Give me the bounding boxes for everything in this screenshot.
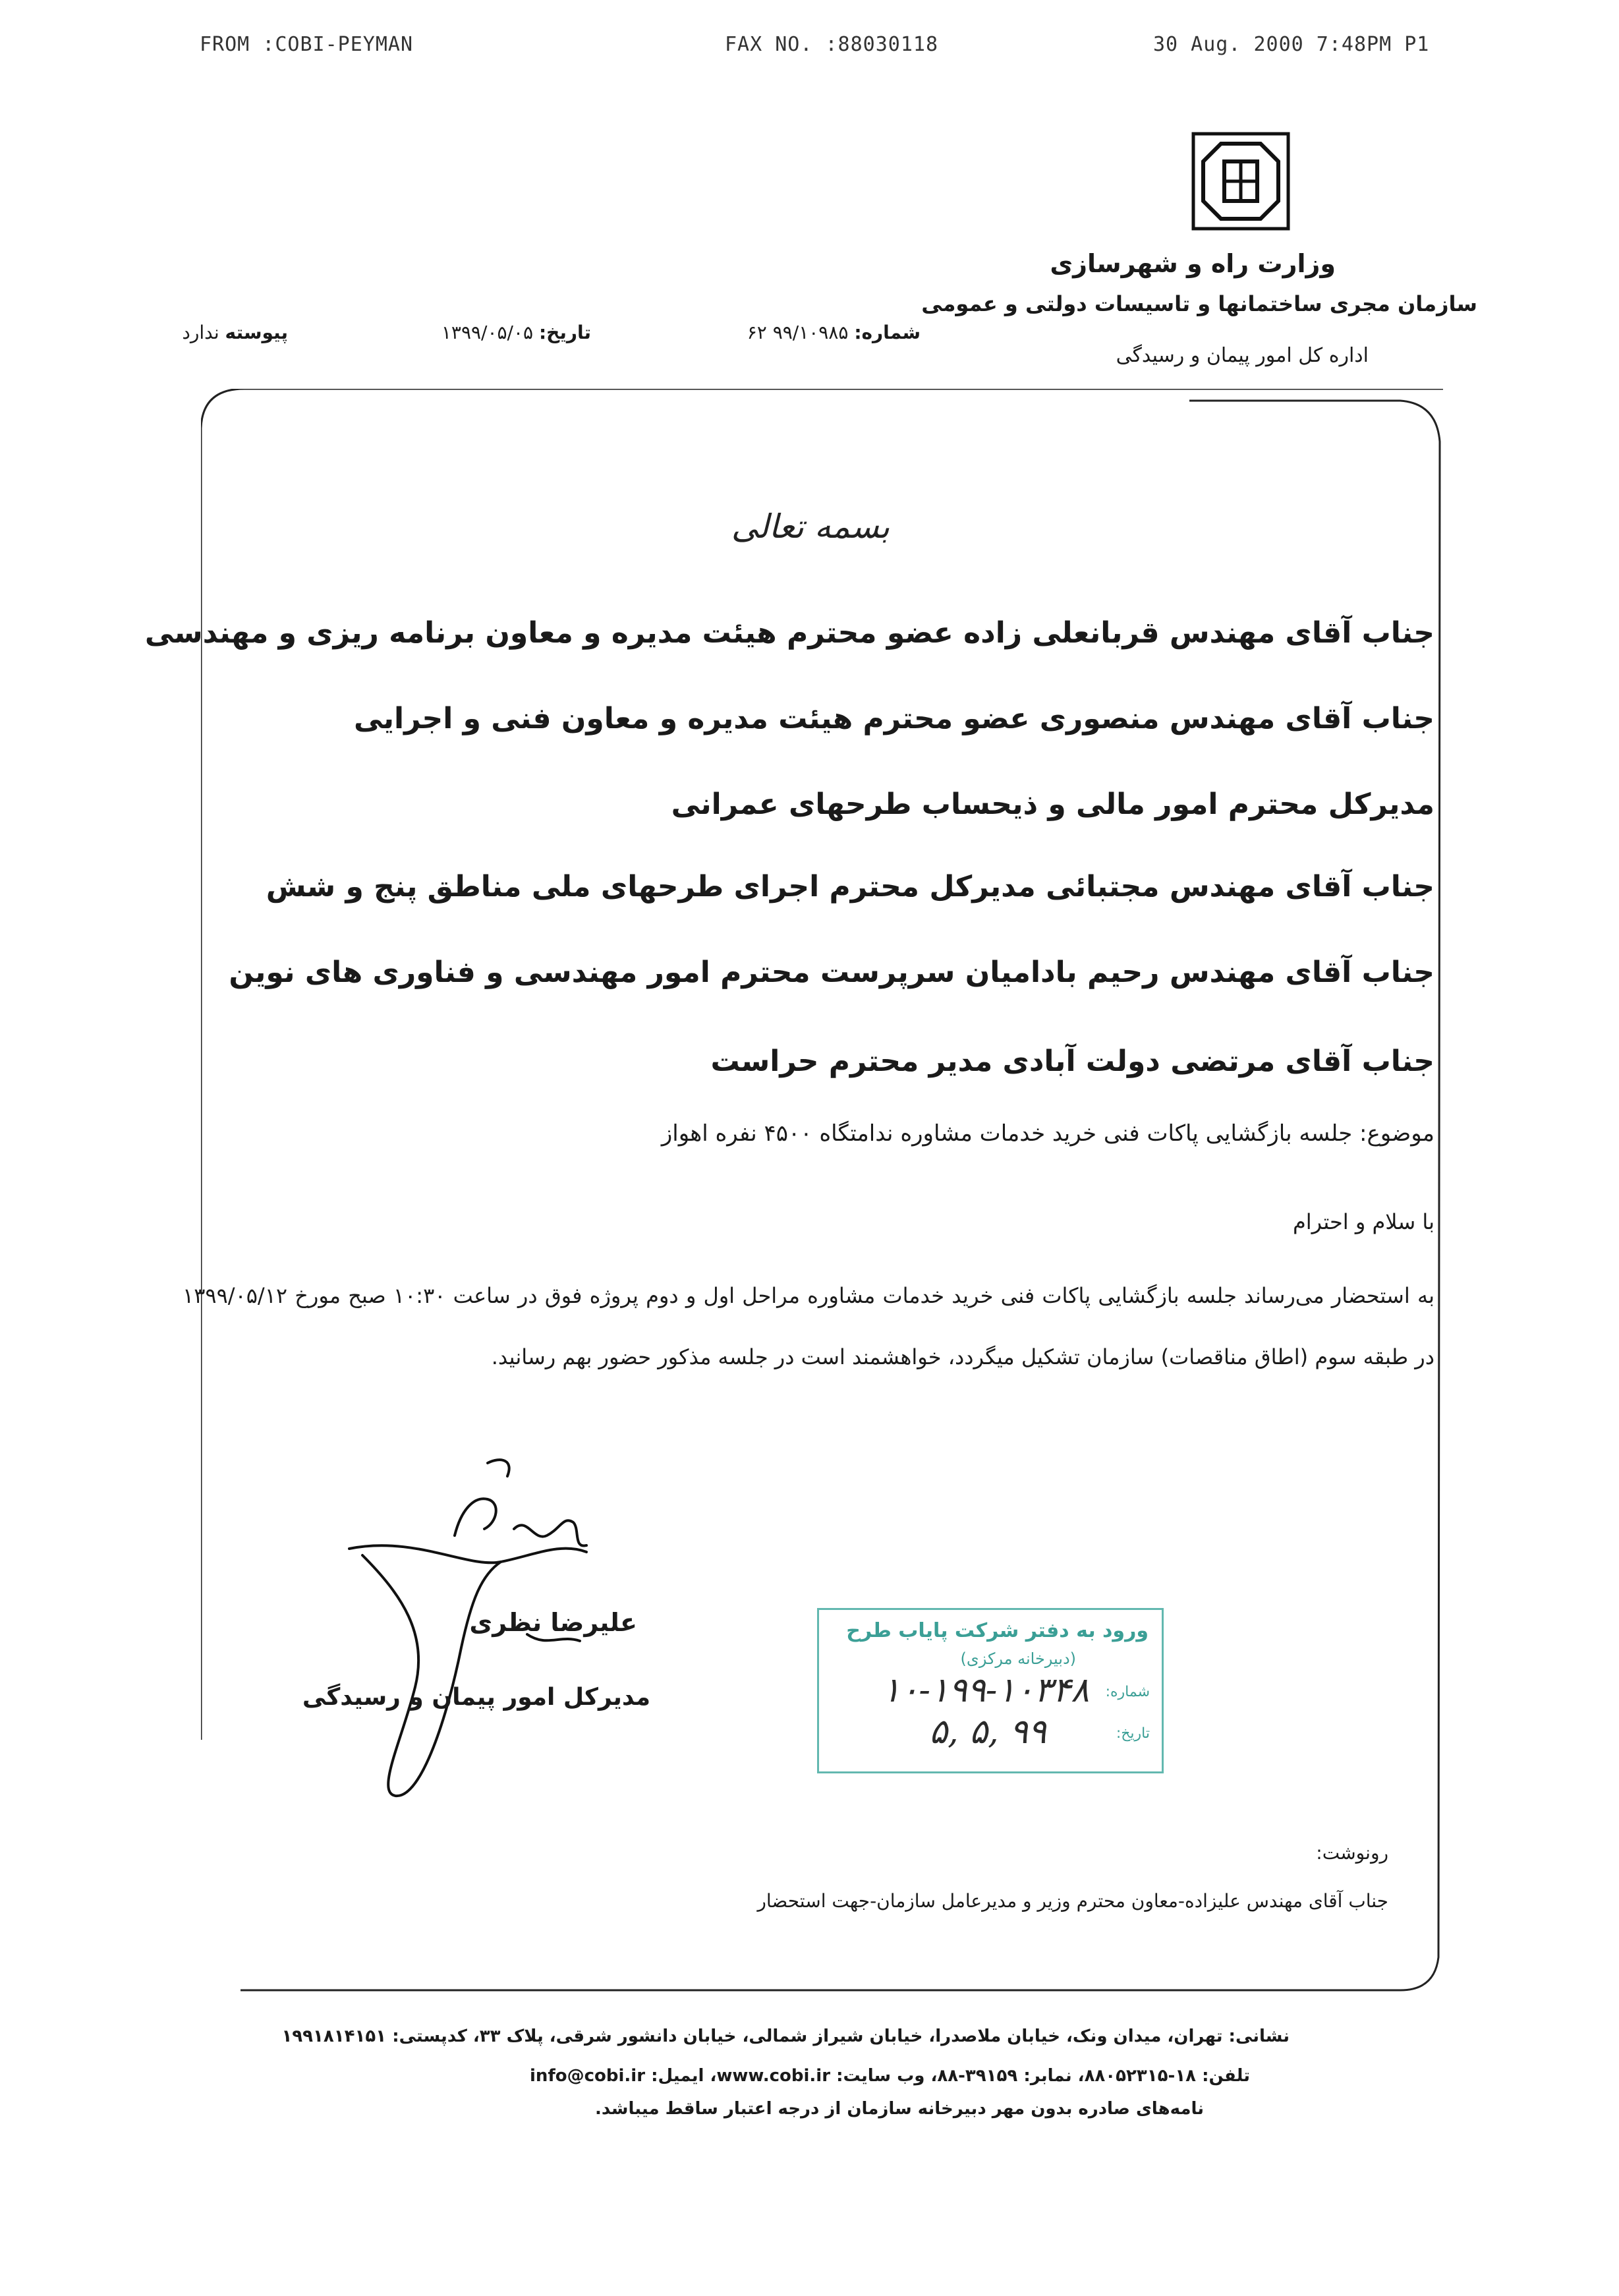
stamp-date-label: تاریخ: (1116, 1725, 1150, 1742)
fax-datetime: 30 Aug. 2000 7:48PM P1 (1153, 33, 1430, 56)
stamp-number-label: شماره: (1105, 1684, 1150, 1700)
letter-date-value: ۱۳۹۹/۰۵/۰۵ (441, 322, 534, 343)
ministry-logo-icon (1191, 132, 1290, 231)
department-name: اداره کل امور پیمان و رسیدگی (1116, 344, 1369, 367)
bismillah: بسمه تعالی (731, 507, 890, 546)
body-paragraph: به استحضار می‌رساند جلسه بازگشایی پاکات فنی خرید خدمات مشاوره مراحل اول و دوم پروژه فوق در ساعت ۱۰:۳۰ صبح مورخ ۱۳۹۹/۰۵/۱۲ در طبقه سوم (اطاق مناقصات) سازمان تشکیل میگردد، خواهشمند است در جلسه مذکور حضور بهم رسانید. (183, 1283, 1435, 1369)
letter-attachment (182, 322, 288, 343)
ministry-name: وزارت راه و شهرسازی (1050, 249, 1336, 278)
letter-number (747, 322, 921, 343)
stamp-number-handwritten: ۱۰-۱۹۹-۱۰۳۴۸ (882, 1671, 1089, 1710)
signer-name: علیرضا نظری (469, 1608, 637, 1637)
organization-name: سازمان مجری ساختمانها و تاسیسات دولتی و عمومی (921, 291, 1477, 316)
recipient-line: مدیرکل محترم امور مالی و ذیحساب طرحهای عمرانی (671, 788, 1434, 821)
stamp-subtitle: (دبیرخانه مرکزی) (960, 1650, 1076, 1668)
signer-title: مدیرکل امور پیمان و رسیدگی (302, 1684, 650, 1711)
letter-date (441, 322, 591, 343)
cc-recipient: جناب آقای مهندس علیزاده-معاون محترم وزیر و مدیرعامل سازمان-جهت استحضار (757, 1890, 1388, 1912)
footer-address: نشانی: تهران، میدان ونک، خیابان ملاصدرا، خیابان شیراز شمالی، خیابان دانشور شرقی، پلاک ۳۳، کدپستی: ۱۹۹۱۸۱۴۱۵۱ (281, 2026, 1290, 2046)
recipient-line: جناب آقای مهندس منصوری عضو محترم هیئت مدیره و معاون فنی و اجرایی (354, 702, 1434, 735)
fax-from: FROM :COBI-PEYMAN (200, 33, 414, 56)
recipient-line: جناب آقای مرتضی دولت آبادی مدیر محترم حراست (710, 1045, 1434, 1078)
attachment-value: ندارد (182, 322, 219, 343)
footer-contact: تلفن: ۱۸-۸۸۰۵۲۳۱۵، نمابر: ۳۹۱۵۹-۸۸، وب سایت: www.cobi.ir، ایمیل: info@cobi.ir (530, 2066, 1250, 2086)
recipient-line: جناب آقای مهندس رحیم بادامیان سرپرست محترم امور مهندسی و فناوری های نوین (229, 956, 1434, 989)
receipt-stamp (817, 1608, 1164, 1773)
greeting: با سلام و احترام (1292, 1209, 1434, 1234)
recipient-line: جناب آقای مهندس مجتبائی مدیرکل محترم اجرای طرحهای ملی مناطق پنج و شش (266, 870, 1434, 904)
letter-date-label: تاریخ: (538, 322, 591, 343)
letter-number-value: ۹۹/۱۰۹۸۵ ۶۲ (747, 322, 849, 343)
cc-label: رونوشت: (1316, 1842, 1388, 1864)
attachment-label: پیوسته (225, 322, 288, 343)
subject-line: موضوع: جلسه بازگشایی پاکات فنی خرید خدمات مشاوره ندامتگاه ۴۵۰۰ نفره اهواز (661, 1120, 1434, 1147)
letter-number-label: شماره: (854, 322, 921, 343)
recipient-line: جناب آقای مهندس قربانعلی زاده عضو محترم هیئت مدیره و معاون برنامه ریزی و مهندسی (144, 616, 1434, 650)
footer-notice: نامه‌های صادره بدون مهر دبیرخانه سازمان از درجه اعتبار ساقط میباشد. (595, 2099, 1204, 2119)
stamp-date-handwritten: ۹۹ ,۵ ,۵ (929, 1712, 1046, 1752)
stamp-title: ورود به دفتر شرکت پایاب طرح (846, 1619, 1149, 1642)
fax-number: FAX NO. :88030118 (725, 33, 939, 56)
